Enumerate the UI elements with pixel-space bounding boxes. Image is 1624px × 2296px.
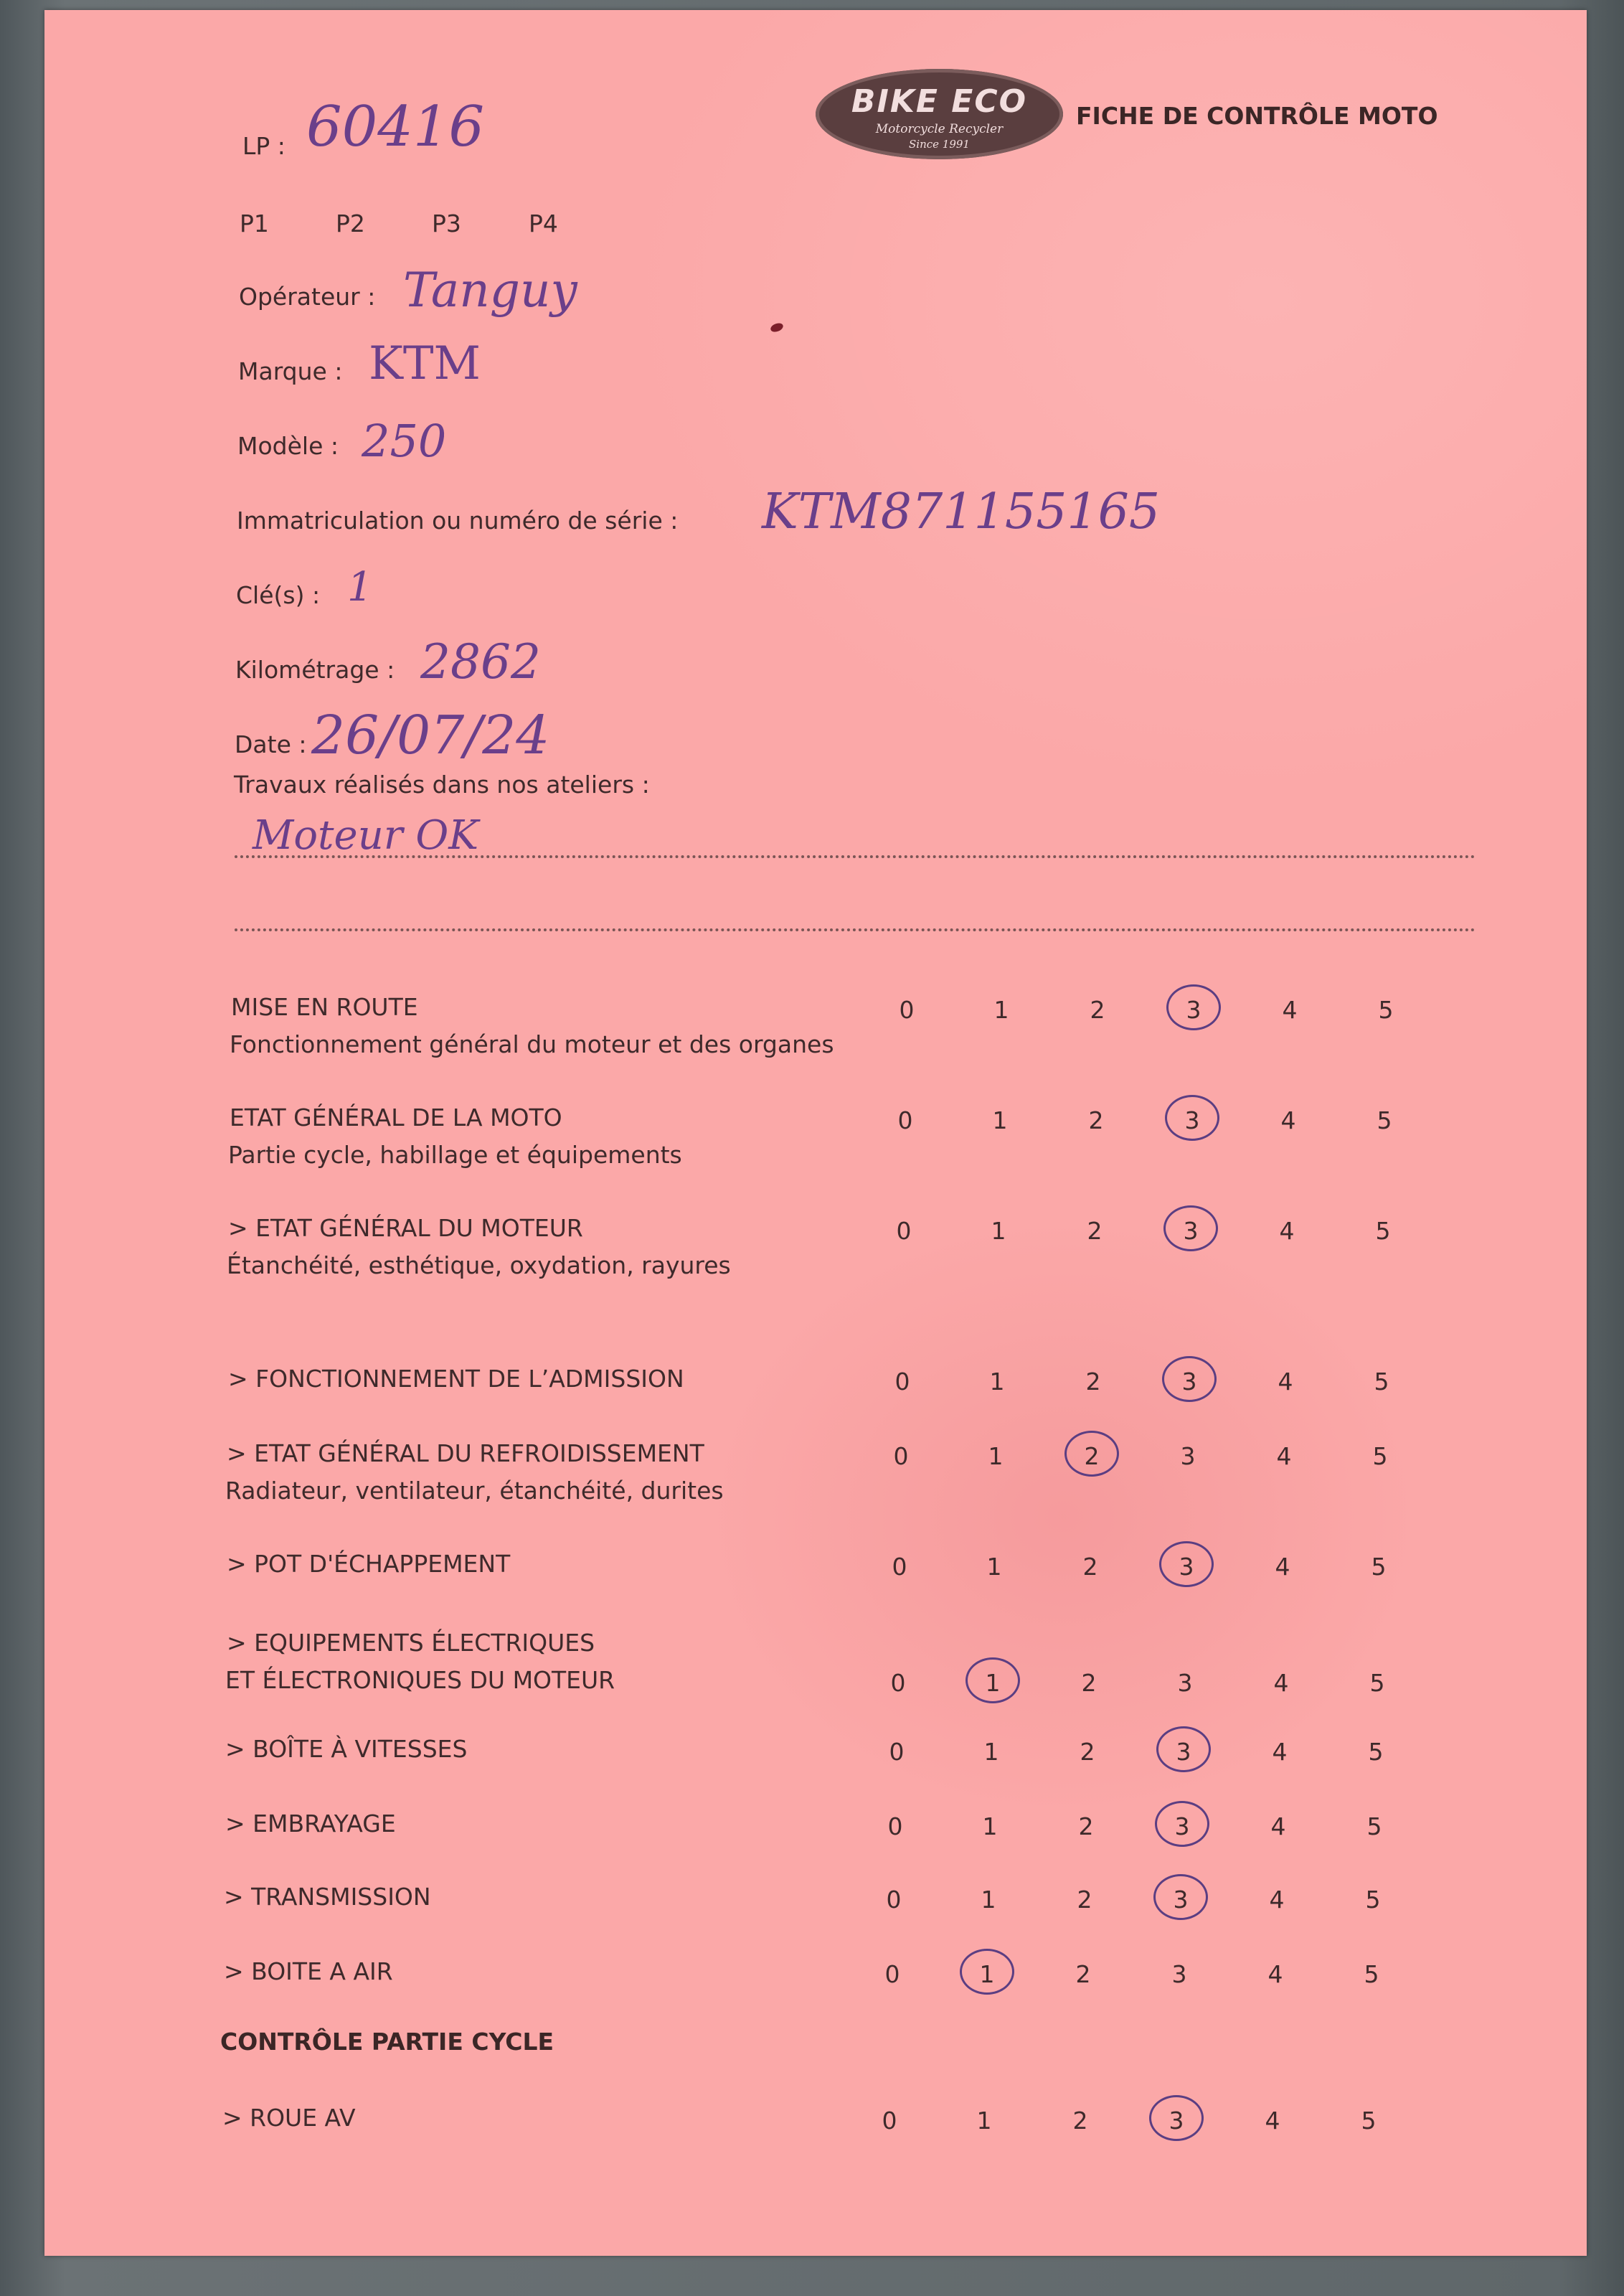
- p1-option[interactable]: P1: [240, 210, 269, 237]
- rating-row-11-score-1[interactable]: 1: [979, 1960, 995, 1988]
- rating-row-5-score-1[interactable]: 1: [988, 1442, 1004, 1470]
- rating-row-6-score-2[interactable]: 2: [1082, 1553, 1098, 1581]
- rating-row-3-score-2[interactable]: 2: [1087, 1217, 1103, 1245]
- rating-row-8-selected-circle: [1156, 1726, 1211, 1772]
- rating-row-2-subtitle: Partie cycle, habillage et équipements: [228, 1141, 682, 1169]
- rating-row-5-title: > ETAT GÉNÉRAL DU REFROIDISSEMENT: [227, 1439, 704, 1467]
- marque-label: Marque :: [238, 357, 343, 385]
- cycle-row-1-title: > ROUE AV: [222, 2104, 356, 2132]
- rating-row-1-score-4[interactable]: 4: [1282, 996, 1298, 1024]
- rating-row-5-score-0[interactable]: 0: [893, 1442, 909, 1470]
- date-label: Date :: [235, 730, 307, 758]
- rating-row-7-score-4[interactable]: 4: [1273, 1669, 1289, 1697]
- rating-row-2-score-3[interactable]: 3: [1184, 1106, 1200, 1134]
- rating-row-9-score-5[interactable]: 5: [1366, 1812, 1382, 1840]
- rating-row-5-score-5[interactable]: 5: [1372, 1442, 1388, 1470]
- rating-row-1-score-0[interactable]: 0: [899, 996, 915, 1024]
- rating-row-8-score-5[interactable]: 5: [1368, 1738, 1384, 1766]
- rating-row-4-score-2[interactable]: 2: [1085, 1368, 1101, 1396]
- rating-row-7-title: > EQUIPEMENTS ÉLECTRIQUES: [227, 1629, 595, 1657]
- rating-row-5-selected-circle: [1064, 1431, 1119, 1477]
- rating-row-8-score-1[interactable]: 1: [983, 1738, 999, 1766]
- rating-row-5-subtitle: Radiateur, ventilateur, étanchéité, durites: [225, 1477, 724, 1505]
- rating-row-2-title: ETAT GÉNÉRAL DE LA MOTO: [230, 1104, 562, 1131]
- rating-row-2-score-4[interactable]: 4: [1280, 1106, 1296, 1134]
- km-value[interactable]: 2862: [420, 634, 541, 690]
- rating-row-7-score-0[interactable]: 0: [890, 1669, 906, 1697]
- rating-row-7-score-2[interactable]: 2: [1081, 1669, 1097, 1697]
- rating-row-2-score-1[interactable]: 1: [992, 1106, 1008, 1134]
- rating-row-6-title: > POT D'ÉCHAPPEMENT: [227, 1550, 511, 1578]
- cycle-row-1-score-1[interactable]: 1: [976, 2107, 992, 2135]
- cycle-row-1-score-5[interactable]: 5: [1361, 2107, 1377, 2135]
- rating-row-10-selected-circle: [1153, 1874, 1208, 1920]
- rating-row-1-selected-circle: [1166, 984, 1221, 1030]
- p4-option[interactable]: P4: [529, 210, 558, 237]
- cycle-row-1-score-2[interactable]: 2: [1072, 2107, 1088, 2135]
- p3-option[interactable]: P3: [432, 210, 461, 237]
- travaux-value[interactable]: Moteur OK: [252, 812, 479, 859]
- rating-row-11-score-4[interactable]: 4: [1267, 1960, 1283, 1988]
- cycle-row-1-score-4[interactable]: 4: [1265, 2107, 1280, 2135]
- rating-row-6-score-4[interactable]: 4: [1275, 1553, 1290, 1581]
- rating-row-1-score-1[interactable]: 1: [993, 996, 1009, 1024]
- rating-row-4-score-3[interactable]: 3: [1181, 1368, 1197, 1396]
- rating-row-7-score-3[interactable]: 3: [1177, 1669, 1193, 1697]
- rating-row-11-score-5[interactable]: 5: [1364, 1960, 1379, 1988]
- rating-row-4-score-4[interactable]: 4: [1278, 1368, 1293, 1396]
- rating-row-5-score-4[interactable]: 4: [1276, 1442, 1292, 1470]
- rating-row-7-subtitle: ET ÉLECTRONIQUES DU MOTEUR: [225, 1666, 615, 1694]
- rating-row-1-score-5[interactable]: 5: [1378, 996, 1394, 1024]
- rating-row-9-title: > EMBRAYAGE: [225, 1810, 396, 1838]
- marque-value[interactable]: KTM: [369, 337, 481, 390]
- rating-row-6-score-5[interactable]: 5: [1371, 1553, 1387, 1581]
- rating-row-1-subtitle: Fonctionnement général du moteur et des organes: [230, 1030, 834, 1058]
- rating-row-10-score-0[interactable]: 0: [886, 1886, 902, 1914]
- rating-row-10-score-4[interactable]: 4: [1269, 1886, 1285, 1914]
- travaux-label: Travaux réalisés dans nos ateliers :: [234, 771, 650, 799]
- rating-row-1-score-2[interactable]: 2: [1090, 996, 1105, 1024]
- rating-row-10-score-2[interactable]: 2: [1077, 1886, 1092, 1914]
- rating-row-3-score-5[interactable]: 5: [1375, 1217, 1391, 1245]
- operateur-value[interactable]: Tanguy: [403, 263, 577, 318]
- document-title: FICHE DE CONTRÔLE MOTO: [1076, 102, 1438, 130]
- rating-row-11-score-2[interactable]: 2: [1075, 1960, 1091, 1988]
- cycle-row-1-score-3[interactable]: 3: [1169, 2107, 1184, 2135]
- rating-row-4-selected-circle: [1162, 1356, 1217, 1402]
- lp-value[interactable]: 60416: [306, 95, 485, 159]
- p2-option[interactable]: P2: [336, 210, 365, 237]
- rating-row-9-score-1[interactable]: 1: [982, 1812, 998, 1840]
- cycle-row-1-selected-circle: [1149, 2095, 1204, 2141]
- rating-row-2-score-2[interactable]: 2: [1088, 1106, 1104, 1134]
- rating-row-9-score-0[interactable]: 0: [887, 1812, 903, 1840]
- rating-row-8-score-3[interactable]: 3: [1176, 1738, 1191, 1766]
- modele-value[interactable]: 250: [362, 415, 447, 467]
- travaux-line-2: [235, 928, 1476, 931]
- rating-row-3-score-1[interactable]: 1: [991, 1217, 1006, 1245]
- cycle-row-1-score-0[interactable]: 0: [882, 2107, 897, 2135]
- rating-row-11-score-3[interactable]: 3: [1171, 1960, 1187, 1988]
- rating-row-11-selected-circle: [960, 1949, 1014, 1995]
- rating-row-2-selected-circle: [1165, 1095, 1219, 1141]
- travaux-line-1: [235, 855, 1476, 858]
- rating-row-6-selected-circle: [1159, 1541, 1214, 1587]
- km-label: Kilométrage :: [235, 656, 395, 684]
- rating-row-6-score-3[interactable]: 3: [1179, 1553, 1194, 1581]
- rating-row-4-score-1[interactable]: 1: [989, 1368, 1005, 1396]
- rating-row-4-title: > FONCTIONNEMENT DE L’ADMISSION: [228, 1365, 684, 1393]
- rating-row-7-score-5[interactable]: 5: [1369, 1669, 1385, 1697]
- rating-row-11-title: > BOITE A AIR: [224, 1957, 393, 1985]
- rating-row-10-title: > TRANSMISSION: [224, 1883, 431, 1911]
- rating-row-3-score-4[interactable]: 4: [1279, 1217, 1295, 1245]
- rating-row-4-score-0[interactable]: 0: [894, 1368, 910, 1396]
- rating-row-6-score-0[interactable]: 0: [892, 1553, 907, 1581]
- cles-label: Clé(s) :: [236, 581, 321, 609]
- rating-row-9-score-4[interactable]: 4: [1270, 1812, 1286, 1840]
- cles-value[interactable]: 1: [347, 564, 373, 611]
- rating-row-10-score-1[interactable]: 1: [981, 1886, 996, 1914]
- rating-row-2-score-0[interactable]: 0: [897, 1106, 913, 1134]
- immat-label: Immatriculation ou numéro de série :: [237, 507, 679, 535]
- rating-row-10-score-5[interactable]: 5: [1365, 1886, 1381, 1914]
- rating-row-5-score-3[interactable]: 3: [1180, 1442, 1196, 1470]
- rating-row-8-score-0[interactable]: 0: [889, 1738, 905, 1766]
- rating-row-3-selected-circle: [1163, 1205, 1218, 1251]
- rating-row-5-score-2[interactable]: 2: [1084, 1442, 1100, 1470]
- rating-row-9-selected-circle: [1155, 1801, 1209, 1847]
- rating-row-3-score-3[interactable]: 3: [1183, 1217, 1199, 1245]
- rating-row-11-score-0[interactable]: 0: [884, 1960, 900, 1988]
- rating-row-7-score-1[interactable]: 1: [985, 1669, 1001, 1697]
- rating-row-2-score-5[interactable]: 5: [1377, 1106, 1392, 1134]
- section-cycle-title: CONTRÔLE PARTIE CYCLE: [220, 2028, 554, 2056]
- modele-label: Modèle :: [237, 432, 339, 460]
- operateur-label: Opérateur :: [239, 283, 376, 311]
- rating-row-9-score-3[interactable]: 3: [1174, 1812, 1190, 1840]
- rating-row-6-score-1[interactable]: 1: [986, 1553, 1002, 1581]
- inspection-sheet: [44, 10, 1587, 2256]
- bike-eco-logo: BIKE ECO Motorcycle Recycler Since 1991: [816, 69, 1063, 159]
- rating-row-8-score-2[interactable]: 2: [1080, 1738, 1095, 1766]
- rating-row-1-score-3[interactable]: 3: [1186, 996, 1202, 1024]
- rating-row-8-score-4[interactable]: 4: [1272, 1738, 1288, 1766]
- lp-label: LP :: [242, 132, 285, 160]
- rating-row-1-title: MISE EN ROUTE: [231, 993, 418, 1021]
- immat-value[interactable]: KTM871155165: [762, 484, 1161, 540]
- rating-row-8-title: > BOÎTE À VITESSES: [225, 1735, 468, 1763]
- rating-row-3-score-0[interactable]: 0: [896, 1217, 912, 1245]
- rating-row-7-selected-circle: [966, 1657, 1020, 1703]
- rating-row-10-score-3[interactable]: 3: [1173, 1886, 1189, 1914]
- ink-spot: [770, 321, 785, 333]
- rating-row-3-subtitle: Étanchéité, esthétique, oxydation, rayures: [227, 1251, 731, 1279]
- rating-row-3-title: > ETAT GÉNÉRAL DU MOTEUR: [228, 1214, 583, 1242]
- rating-row-4-score-5[interactable]: 5: [1374, 1368, 1389, 1396]
- rating-row-9-score-2[interactable]: 2: [1078, 1812, 1094, 1840]
- date-value[interactable]: 26/07/24: [311, 705, 550, 766]
